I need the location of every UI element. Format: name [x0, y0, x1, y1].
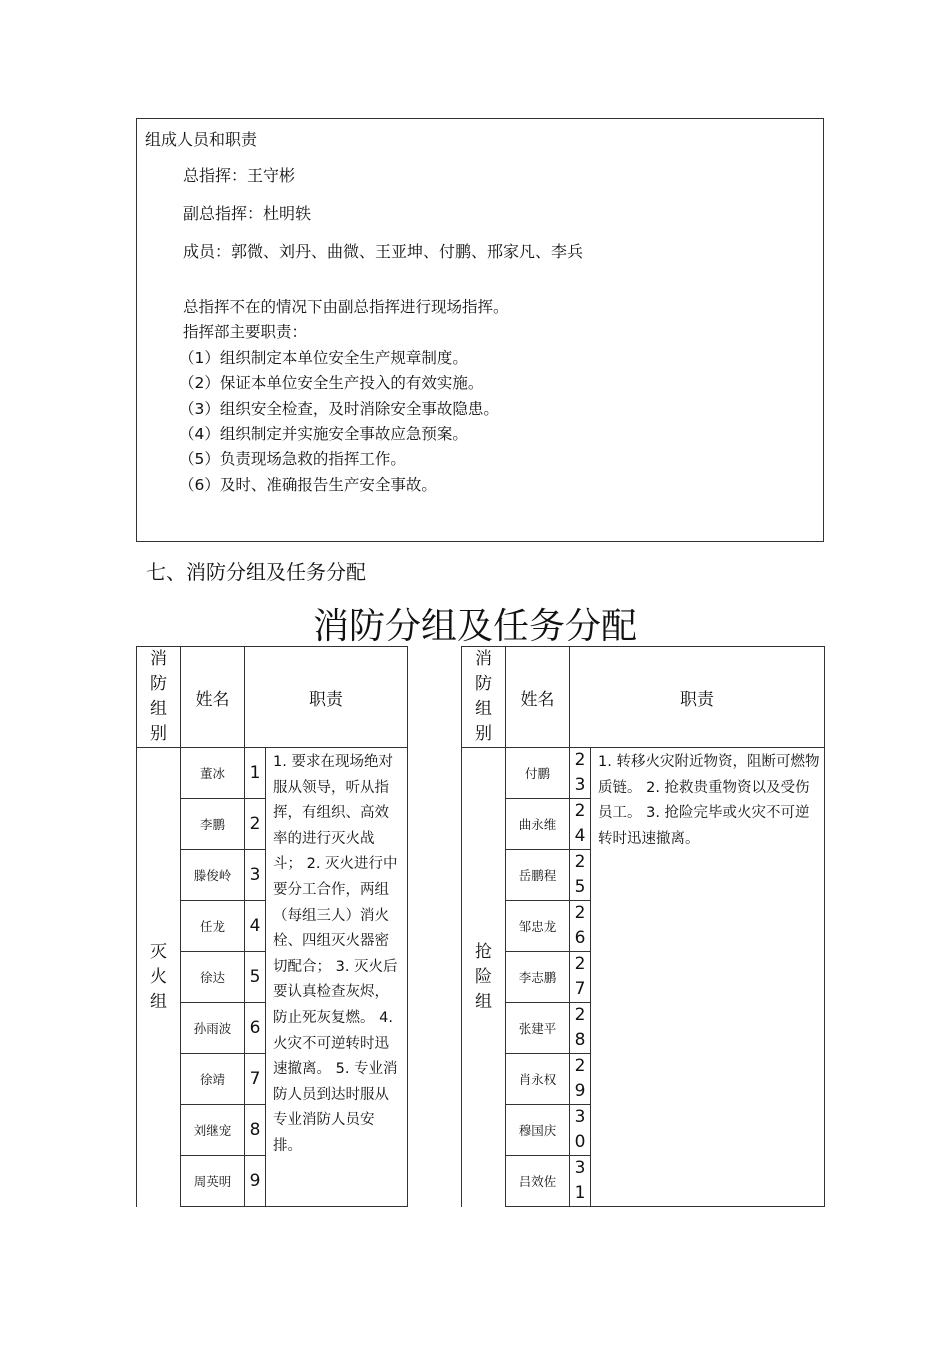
- org-box: [136, 118, 824, 542]
- member-name: 张建平: [506, 1003, 570, 1054]
- member-name: 李志鹏: [506, 952, 570, 1003]
- org-heading: 组成人员和职责: [145, 130, 258, 149]
- member-number: 1: [245, 748, 266, 799]
- header-name: 姓名: [506, 647, 570, 748]
- member-number: 3: [245, 850, 266, 901]
- member-name: 岳鹏程: [506, 850, 570, 901]
- member-name: 吕效佐: [506, 1156, 570, 1207]
- header-name: 姓名: [181, 647, 245, 748]
- member-number: 5: [245, 952, 266, 1003]
- member-number: 7: [245, 1054, 266, 1105]
- member-number: 24: [570, 799, 591, 850]
- member-number: 23: [570, 748, 591, 799]
- group-duty: 1. 转移火灾附近物资，阻断可燃物质链。 2. 抢救贵重物资以及受伤员工。 3. 抢险完毕或火灾不可逆转时迅速撤离。: [591, 748, 825, 1207]
- member-number: 6: [245, 1003, 266, 1054]
- member-name: 李鹏: [181, 799, 245, 850]
- header-duty: 职责: [570, 647, 825, 748]
- member-number: 29: [570, 1054, 591, 1105]
- member-number: 27: [570, 952, 591, 1003]
- table-title: 消防分组及任务分配: [312, 606, 637, 647]
- duty-item: （5）负责现场急救的指挥工作。: [179, 450, 406, 468]
- members-line: 成员：郭微、刘丹、曲微、王亚坤、付鹏、邢家凡、李兵: [183, 242, 584, 261]
- member-name: 曲永维: [506, 799, 570, 850]
- duty-item: （4）组织制定并实施安全事故应急预案。: [179, 425, 468, 443]
- member-number: 9: [245, 1156, 266, 1207]
- duties-title: 指挥部主要职责：: [183, 323, 308, 341]
- header-group: 消防组别: [137, 647, 181, 748]
- duty-item: （3）组织安全检查，及时消除安全事故隐患。: [179, 400, 499, 418]
- member-number: 28: [570, 1003, 591, 1054]
- header-group: 消防组别: [462, 647, 506, 748]
- member-number: 2: [245, 799, 266, 850]
- member-name: 任龙: [181, 901, 245, 952]
- member-number: 8: [245, 1105, 266, 1156]
- deputy-commander: 副总指挥：杜明轶: [183, 204, 312, 223]
- member-number: 4: [245, 901, 266, 952]
- member-name: 孙雨波: [181, 1003, 245, 1054]
- member-name: 徐靖: [181, 1054, 245, 1105]
- member-name: 周英明: [181, 1156, 245, 1207]
- duty-item: （1）组织制定本单位安全生产规章制度。: [179, 349, 468, 367]
- member-name: 徐达: [181, 952, 245, 1003]
- member-name: 邹忠龙: [506, 901, 570, 952]
- absence-note: 总指挥不在的情况下由副总指挥进行现场指挥。: [183, 298, 509, 316]
- member-number: 30: [570, 1105, 591, 1156]
- member-name: 穆国庆: [506, 1105, 570, 1156]
- duty-item: （6）及时、准确报告生产安全事故。: [179, 476, 437, 494]
- member-name: 肖永权: [506, 1054, 570, 1105]
- member-name: 滕俊岭: [181, 850, 245, 901]
- group-name-cell: 灭火组: [137, 748, 181, 1207]
- group-name-cell: 抢险组: [462, 748, 506, 1207]
- duty-item: （2）保证本单位安全生产投入的有效实施。: [179, 374, 484, 392]
- member-name: 董冰: [181, 748, 245, 799]
- section-title: 七、消防分组及任务分配: [146, 560, 366, 584]
- commander: 总指挥：王守彬: [183, 166, 296, 185]
- header-duty: 职责: [245, 647, 408, 748]
- member-number: 31: [570, 1156, 591, 1207]
- member-number: 25: [570, 850, 591, 901]
- group-duty: 1. 要求在现场绝对服从领导，听从指挥，有组织、高效率的进行灭火战斗； 2. 灭火进行中要分工合作，两组（每组三人）消火栓、四组灭火器密切配合； 3. 灭火后要认真检查灰烬，防止死灰复燃。 4. 火灾不可逆转时迅速撤离。 5. 专业消防人员到达时服从专业消防人员安排。: [266, 748, 408, 1207]
- member-name: 刘继宠: [181, 1105, 245, 1156]
- member-name: 付鹏: [506, 748, 570, 799]
- fire-group-table: [136, 646, 408, 1207]
- member-number: 26: [570, 901, 591, 952]
- rescue-group-table: [461, 646, 825, 1207]
